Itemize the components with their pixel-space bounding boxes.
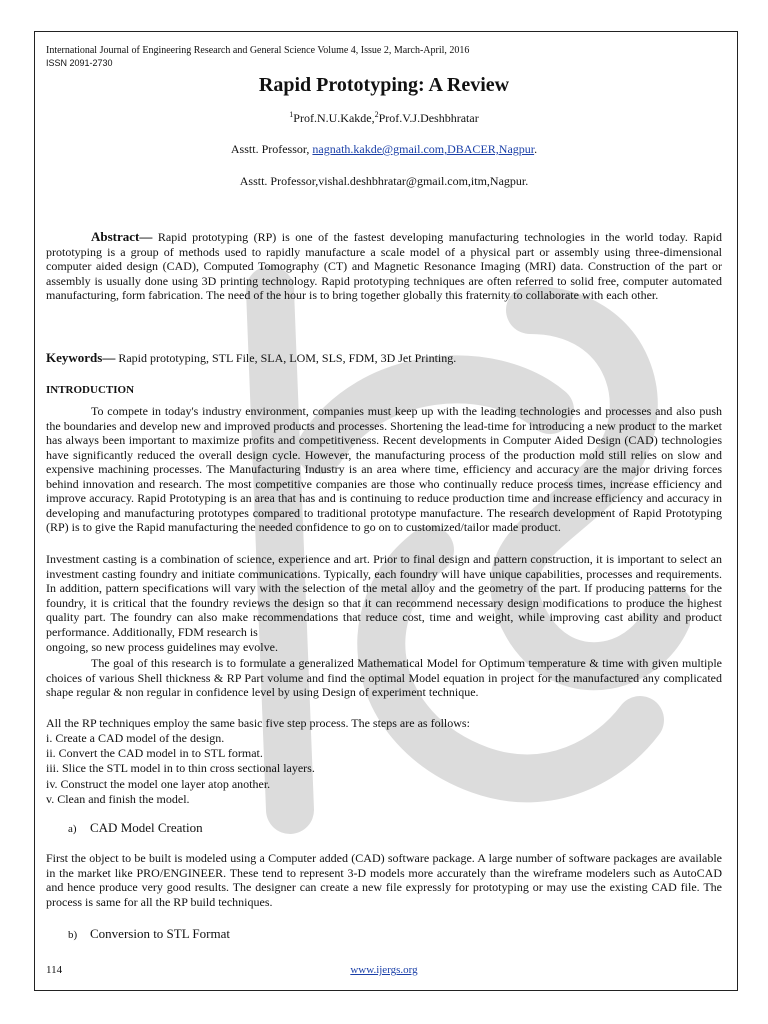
list-item: i. Create a CAD model of the design. [46, 731, 225, 745]
affiliation-2: Asstt. Professor,vishal.deshbhratar@gmail.com,itm,Nagpur. [239, 174, 529, 188]
subsection-heading-a [68, 820, 203, 836]
intro-paragraph-2-end: ongoing, so new process guidelines may evolve. [46, 640, 278, 654]
steps-intro: All the RP techniques employ the same basic five step process. The steps are as follows: [46, 716, 470, 730]
author-line [0, 110, 768, 126]
affiliation-1-prefix: Asstt. Professor, [230, 142, 313, 156]
author-sup-1: 1 [289, 110, 294, 119]
list-item: iii. Slice the STL model in to thin cross sectional layers. [46, 761, 315, 776]
abstract-text: Rapid prototyping (RP) is one of the fastest developing manufacturing technologies in the world today. Rapid prototyping is a group of methods used to rapidly manufacture a scale model of a physical part or assembly using three-dimensional computer aided design (CAD), Computed Tomography (CT) and Magnetic Resonance Imaging (MRI) data. Construction of the part or assembly is usually done using 3D printing technology. Rapid prototyping techniques are often referred to solid free, computer automated manufacturing, form fabrication. The need of the hour is to bring together globally this fraternity to collaborate with each other. [46, 230, 722, 303]
list-item: v. Clean and finish the model. [46, 791, 190, 806]
affiliation-1 [0, 142, 768, 157]
affiliation-1-suffix: . [534, 142, 538, 156]
intro-paragraph-2: Investment casting is a combination of science, experience and art. Prior to final design and pattern construction, it is important to select an investment casting foundry and initiate communications. Typically, each foundry will have unique capabilities, processes and requirements. In addition, pattern specifications will vary with the selection of the metal alloy and the geometry of the part. If producing patterns for the foundry, it is critical that the foundry reviews the design so that it can recommend necessary design modifications to produce the highest quality part. The foundry can also make recommendations that reduce cost, time and weight, while improving cast ability and product performance. Additionally, FDM research is [46, 552, 722, 639]
page-number: 114 [46, 964, 63, 976]
intro-paragraph-3: The goal of this research is to formulate a generalized Mathematical Model for Optimum temperature & time with given multiple choices of various Shell thickness & RP Part volume and find the optimal Model equation in project for the manufactured any complicated shape regular & non regular in confidence level by using Design of experiment technique. [46, 656, 722, 699]
author-2: Prof.V.J.Deshbhratar [378, 111, 479, 125]
issn: ISSN 2091-2730 [46, 58, 113, 68]
journal-header: International Journal of Engineering Research and General Science Volume 4, Issue 2, March-April, 2016 [46, 45, 470, 56]
keywords-label: Keywords— [46, 350, 116, 365]
keywords-text: Rapid prototyping, STL File, SLA, LOM, SLS, FDM, 3D Jet Printing. [115, 351, 457, 365]
author-1: Prof.N.U.Kakde, [293, 111, 375, 125]
steps-list [46, 731, 315, 807]
abstract [46, 230, 722, 303]
subsection-a-title: CAD Model Creation [90, 820, 203, 835]
abstract-label: Abstract— [91, 229, 153, 244]
keywords [46, 350, 456, 366]
section-a-paragraph: First the object to be built is modeled using a Computer added (CAD) software package. A large number of software packages are available in the market like PRO/ENGINEER. These tend to represent 3-D models more accurately than the wireframe modelers such as AutoCAD and hence produce very good results. The designer can create a new file expressly for prototyping or may use the existing CAD file. The process is same for all the RP build techniques. [46, 851, 722, 909]
intro-paragraph-1: To compete in today's industry environment, companies must keep up with the leading technologies and processes and also push the boundaries and develop new and improved products and processes. Shortening the lead-time for introducing a new product to the market has always been important to maximize profits and competitiveness. Recent developments in Computer Aided Design (CAD) technologies have significantly reduced the overall design cycle. However, the manufacturing process of the production mold still relies on slow and expensive machining processes. The Manufacturing Industry is an area where time, efficiency and accuracy are the major driving forces behind innovation and research. The most competitive companies are those who continually reduce process times, increase efficiency and improve accuracy. Rapid Prototyping is an area that has and is continuing to reduce production time and increase efficiency and accuracy in developing and manufacturing prototypes compared to traditional prototype manufacture. The research development of Rapid Prototyping (RP) is to give the Rapid manufacturing the needed confidence to go on to customized/tailor made product. [46, 404, 722, 534]
paper-title: Rapid Prototyping: A Review [258, 74, 510, 96]
list-item: iv. Construct the model one layer atop another. [46, 776, 271, 791]
subsection-heading-b [68, 926, 230, 942]
author-sup-2: 2 [374, 110, 379, 119]
section-heading-introduction: INTRODUCTION [46, 384, 135, 396]
subsection-b-num: b) [68, 929, 78, 941]
footer-site-link[interactable]: www.ijergs.org [350, 964, 418, 976]
email-link[interactable]: nagnath.kakde@gmail.com,DBACER,Nagpur [312, 142, 535, 156]
subsection-b-title: Conversion to STL Format [90, 926, 230, 941]
subsection-a-num: a) [68, 823, 77, 835]
footer-link-wrap [0, 964, 768, 976]
list-item: ii. Convert the CAD model in to STL format. [46, 746, 263, 761]
